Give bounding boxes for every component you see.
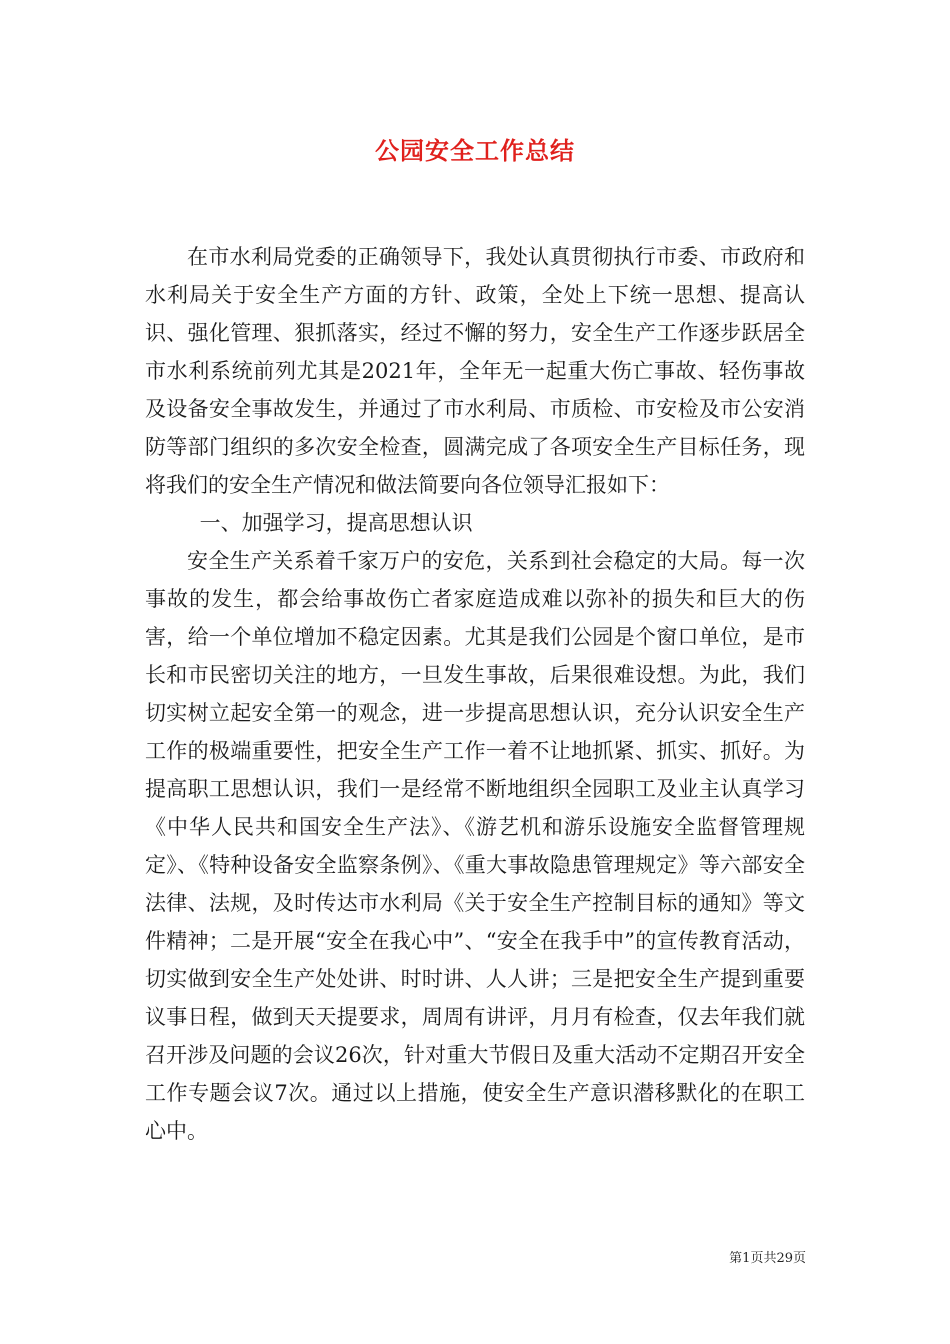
intro-paragraph: 在市水利局党委的正确领导下，我处认真贯彻执行市委、市政府和水利局关于安全生产方面的方针、政策，全处上下统一思想、提高认识、强化管理、狠抓落实，经过不懈的努力，安全生产工作逐步跃居全市水利系统前列尤其是2021年，全年无一起重大伤亡事故、轻伤事故及设备安全事故发生，并通过了市水利局、市质检、市安检及市公安消防等部门组织的多次安全检查，圆满完成了各项安全生产目标任务，现将我们的安全生产情况和做法简要向各位领导汇报如下： — [145, 245, 805, 497]
section-paragraph: 安全生产关系着千家万户的安危，关系到社会稳定的大局。每一次事故的发生，都会给事故伤亡者家庭造成难以弥补的损失和巨大的伤害，给一个单位增加不稳定因素。尤其是我们公园是个窗口单位，是市长和市民密切关注的地方，一旦发生事故，后果很难设想。为此，我们切实树立起安全第一的观念，进一步提高思想认识，充分认识安全生产工作的极端重要性，把安全生产工作一着不让地抓紧、抓实、抓好。为提高职工思想认识，我们一是经常不断地组织全园职工及业主认真学习《中华人民共和国安全生产法》、《游艺机和游乐设施安全监督管理规定》、《特种设备安全监察条例》、《重大事故隐患管理规定》等六部安全法律、法规，及时传达市水利局《关于安全生产控制目标的通知》等文件精神；二是开展“安全在我心中”、“安全在我手中”的宣传教育活动，切实做到安全生产处处讲、时时讲、人人讲；三是把安全生产提到重要议事日程，做到天天提要求，周周有讲评，月月有检查，仅去年我们就召开涉及问题的会议26次，针对重大节假日及重大活动不定期召开安全工作专题会议7次。通过以上措施，使安全生产意识潜移默化的在职工心中。 — [145, 549, 805, 1143]
document-title: 公园安全工作总结 — [375, 136, 575, 165]
page-number: 第1页共29页 — [729, 1251, 806, 1266]
document-body — [145, 238, 805, 1150]
section-heading: 一、加强学习，提高思想认识 — [199, 511, 473, 535]
